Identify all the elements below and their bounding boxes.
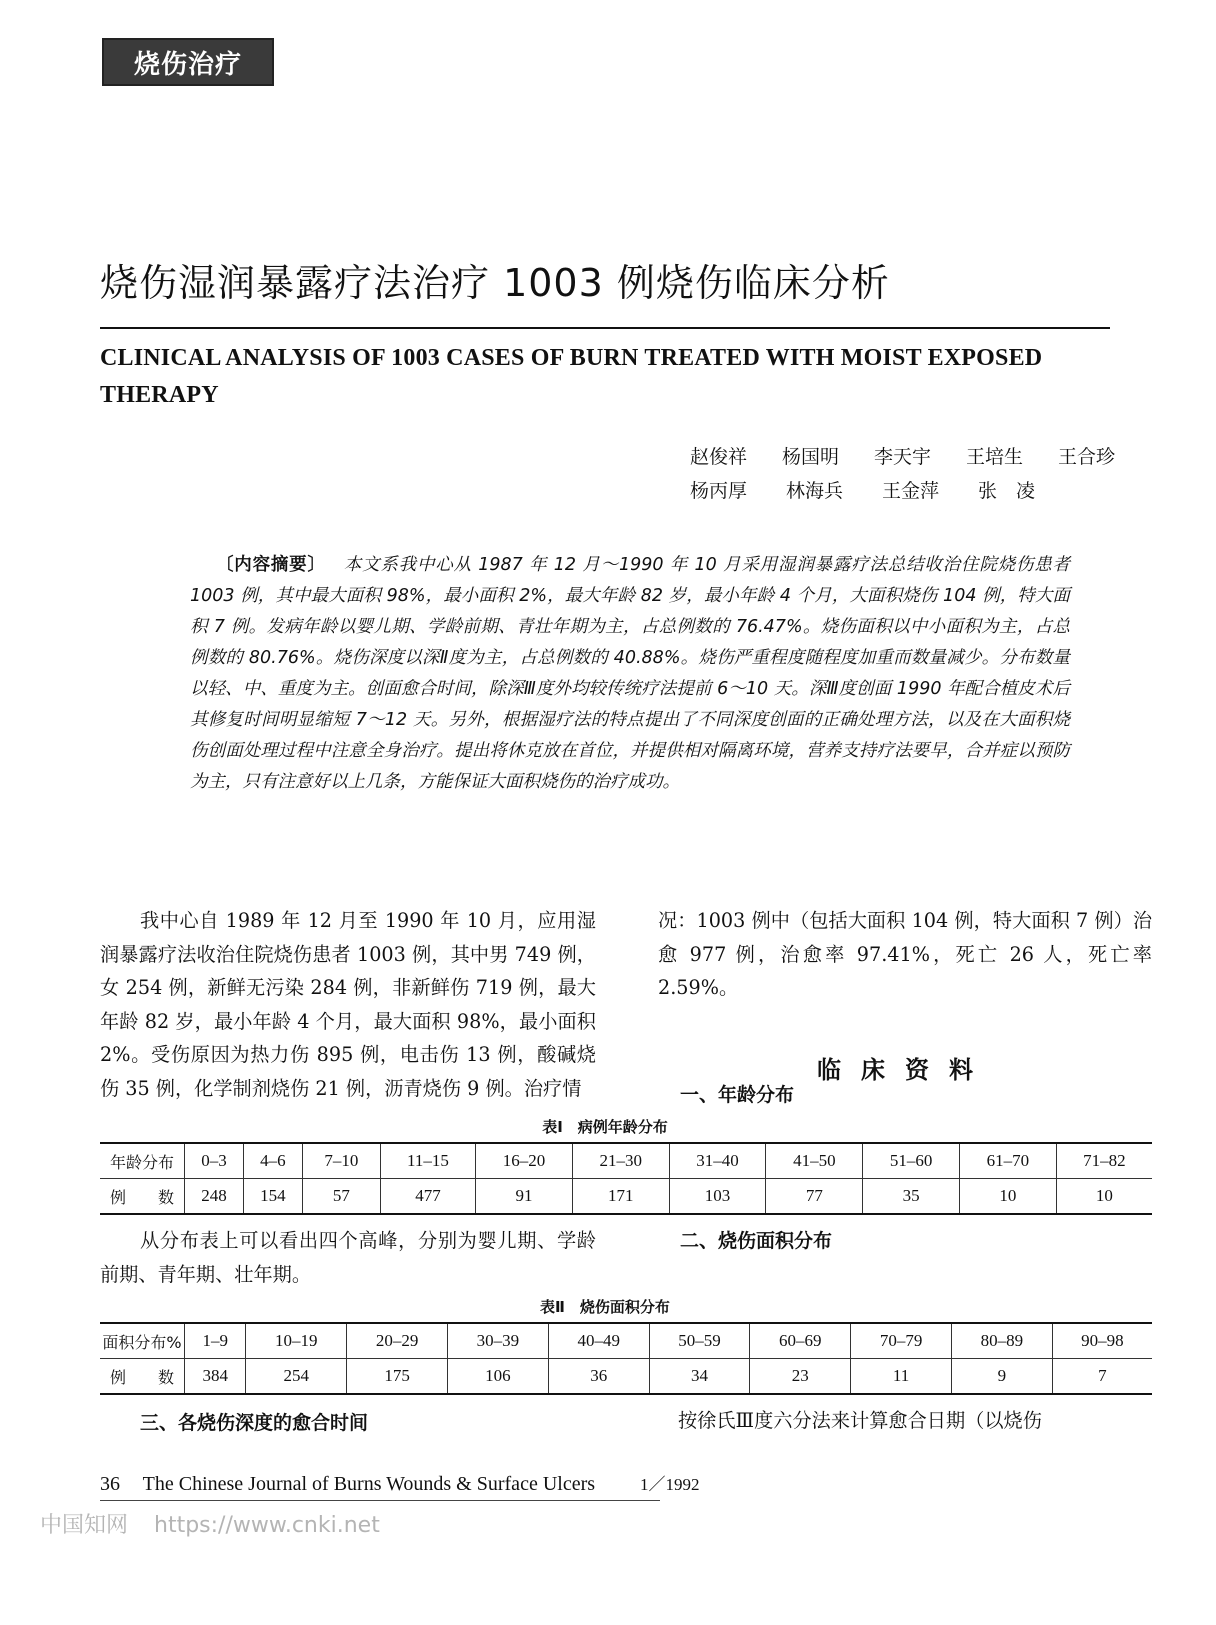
abstract (190, 550, 1070, 798)
abstract-text: 本文系我中心从 1987 年 12 月～1990 年 10 月采用湿润暴露疗法总结收治住院烧伤患者 1003 例，其中最大面积 98%，最小面积 2%，最大年龄 82 岁，最小年龄 4 个月，大面积烧伤 104 例，特大面积 7 例。发病年龄以婴儿期、学龄前期、青壮年期为主，占总例数的 76.47%。烧伤面积以中小面积为主，占总例数的 80.76%。烧伤深度以深Ⅱ度为主，占总例数的 40.88%。烧伤严重程度随程度加重而数量减少。分布数量以轻、中、重度为主。创面愈合时间，除深Ⅲ度外均较传统疗法提前 6～10 天。深Ⅲ度创面 1990 年配合植皮术后其修复时间明显缩短 7～12 天。另外，根据湿疗法的特点提出了不同深度创面的正确处理方法，以及在大面积烧伤创面处理过程中注意全身治疗。提出将休克放在首位，并提供相对隔离环境，营养支持疗法要早，合并症以预防为主，只有注意好以上几条，方能保证大面积烧伤的治疗成功。 (190, 555, 1071, 792)
author-name: 林海兵 (786, 480, 844, 502)
table1-value-cell: 10 (959, 1179, 1056, 1215)
authors-row-2 (690, 476, 1150, 503)
table-area-distribution (100, 1322, 1152, 1395)
table1-caption: 表Ⅰ 病例年龄分布 (542, 1118, 668, 1136)
table2-header-cell: 10–19 (246, 1323, 347, 1359)
table2-caption: 表Ⅱ 烧伤面积分布 (540, 1298, 670, 1316)
author-name: 张 凌 (978, 480, 1036, 502)
table1-header-cell: 16–20 (476, 1143, 573, 1179)
table2-value-cell: 254 (246, 1359, 347, 1395)
table1-header-cell: 31–40 (669, 1143, 766, 1179)
table1-header-cell: 7–10 (302, 1143, 380, 1179)
table2-header-cell: 50–59 (649, 1323, 750, 1359)
table2-header-cell: 70–79 (851, 1323, 952, 1359)
table-age-distribution (100, 1142, 1152, 1215)
section-tag: 烧伤治疗 (102, 38, 274, 86)
table1-row-label: 年龄分布 (100, 1143, 185, 1179)
table2-header-cell: 90–98 (1052, 1323, 1152, 1359)
table1-header-cell: 61–70 (959, 1143, 1056, 1179)
journal-name: The Chinese Journal of Burns Wounds & Surface Ulcers (142, 1473, 596, 1495)
table1-value-cell: 477 (380, 1179, 475, 1215)
page-number: 36 (100, 1473, 120, 1495)
watermark-url[interactable]: https://www.cnki.net (154, 1513, 380, 1538)
author-name: 杨国明 (782, 446, 840, 468)
cnki-watermark (40, 1508, 380, 1539)
table1-header-cell: 51–60 (863, 1143, 960, 1179)
table2-value-cell: 7 (1052, 1359, 1152, 1395)
table2-value-cell: 9 (951, 1359, 1052, 1395)
table1-count-label: 例 数 (109, 1187, 174, 1207)
table1-header-cell: 71–82 (1056, 1143, 1152, 1179)
table1-value-cell: 77 (766, 1179, 863, 1215)
authors-row-1 (690, 442, 1150, 469)
right-last-line: 按徐氏Ⅲ度六分法来计算愈合日期（以烧伤 (678, 1409, 1042, 1432)
table1-header-cell: 0–3 (185, 1143, 244, 1179)
body-left-intro: 我中心自 1989 年 12 月至 1990 年 10 月，应用湿润暴露疗法收治住院烧伤患者 1003 例，其中男 749 例，女 254 例，新鲜无污染 284 例，非新鲜伤 719 例，最大年龄 82 岁，最小年龄 4 个月，最大面积 98%，最小面积 2%。受伤原因为热力伤 895 例，电击伤 13 例，酸碱烧伤 35 例，化学制剂烧伤 21 例，沥青烧伤 9 例。治疗情 (100, 909, 596, 1100)
table1-header-cell: 4–6 (243, 1143, 302, 1179)
issue-number: 1／1992 (640, 1475, 700, 1494)
author-name: 王金萍 (882, 480, 940, 502)
watermark-brand: 中国知网 (40, 1513, 129, 1538)
table1-value-cell: 91 (476, 1179, 573, 1215)
author-name: 王培生 (966, 446, 1024, 468)
table1-value-cell: 171 (572, 1179, 669, 1215)
author-name: 王合珍 (1058, 446, 1116, 468)
abstract-lead: 〔内容摘要〕 (216, 555, 326, 575)
title-english: CLINICAL ANALYSIS OF 1003 CASES OF BURN TREATED WITH MOIST EXPOSED THERAPY (100, 345, 1043, 408)
table2-header-cell: 20–29 (347, 1323, 448, 1359)
table2-value-cell: 34 (649, 1359, 750, 1395)
table1-value-cell: 35 (863, 1179, 960, 1215)
table1-header-cell: 21–30 (572, 1143, 669, 1179)
author-name: 赵俊祥 (690, 446, 748, 468)
table2-header-cell: 1–9 (185, 1323, 246, 1359)
table2-value-cell: 23 (750, 1359, 851, 1395)
page-footer (100, 1470, 800, 1496)
footer-rule (100, 1500, 660, 1501)
para-after-table1: 从分布表上可以看出四个高峰，分别为婴儿期、学龄前期、青年期、壮年期。 (100, 1229, 596, 1286)
table2-value-cell: 384 (185, 1359, 246, 1395)
table1-header-cell: 11–15 (380, 1143, 475, 1179)
table1-value-cell: 103 (669, 1179, 766, 1215)
table2-header-cell: 40–49 (548, 1323, 649, 1359)
section-heading: 临床资料 (817, 1056, 993, 1084)
table2-header-cell: 80–89 (951, 1323, 1052, 1359)
table2-row-label: 面积分布% (100, 1323, 185, 1359)
subheading-area: 二、烧伤面积分布 (680, 1230, 833, 1252)
table2-header-cell: 60–69 (750, 1323, 851, 1359)
title-rule (100, 327, 1110, 329)
table1-value-cell: 248 (185, 1179, 244, 1215)
author-name: 李天宇 (874, 446, 932, 468)
table1-value-cell: 57 (302, 1179, 380, 1215)
subheading-age: 一、年龄分布 (680, 1084, 795, 1106)
table2-value-cell: 11 (851, 1359, 952, 1395)
table2-header-cell: 30–39 (448, 1323, 549, 1359)
body-right-intro: 况：1003 例中（包括大面积 104 例，特大面积 7 例）治愈 977 例，治愈率 97.41%，死亡 26 人，死亡率 2.59%。 (658, 909, 1152, 999)
table1-value-cell: 154 (243, 1179, 302, 1215)
title-chinese: 烧伤湿润暴露疗法治疗 1003 例烧伤临床分析 (100, 261, 890, 305)
table2-value-cell: 106 (448, 1359, 549, 1395)
table1-value-cell: 10 (1056, 1179, 1152, 1215)
subheading-healing-time: 三、各烧伤深度的愈合时间 (140, 1412, 369, 1434)
author-name: 杨丙厚 (690, 480, 748, 502)
table2-count-label: 例 数 (109, 1367, 174, 1387)
table2-value-cell: 175 (347, 1359, 448, 1395)
table1-header-cell: 41–50 (766, 1143, 863, 1179)
table2-value-cell: 36 (548, 1359, 649, 1395)
